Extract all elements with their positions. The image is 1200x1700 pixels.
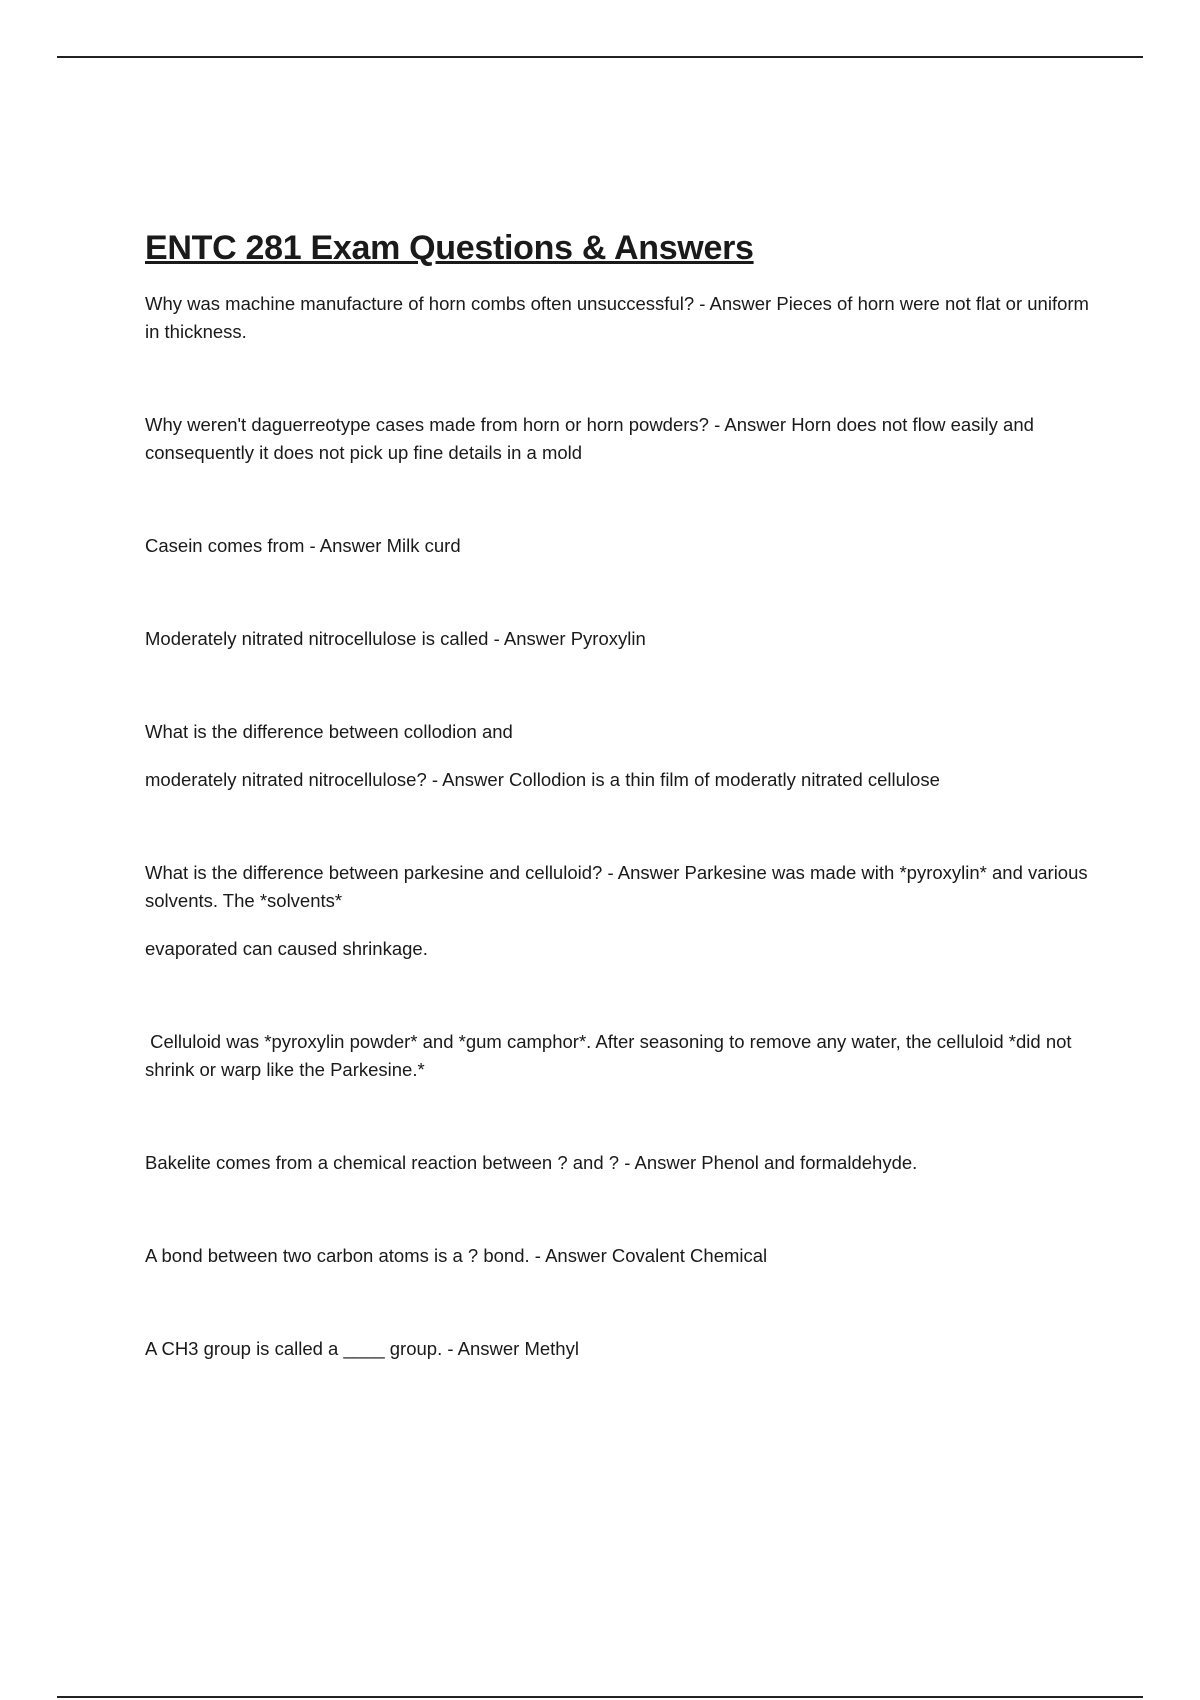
document-title: ENTC 281 Exam Questions & Answers [145, 229, 754, 267]
top-rule [57, 56, 1143, 58]
qa-carbon-bond: A bond between two carbon atoms is a ? bond. - Answer Covalent Chemical [145, 1245, 768, 1266]
qa-bakelite: Bakelite comes from a chemical reaction between ? and ? - Answer Phenol and formaldehyde. [145, 1152, 918, 1173]
qa-parkesine-continued: evaporated can caused shrinkage. [145, 938, 428, 959]
qa-horn-combs: Why was machine manufacture of horn combs often unsuccessful? - Answer Pieces of horn were not flat or uniform in thickness. [145, 293, 1095, 342]
qa-parkesine-question: What is the difference between parkesine and celluloid? - Answer Parkesine was made with *pyroxylin* and various solvents. The *solvents* [145, 862, 1093, 911]
qa-collodion-answer: moderately nitrated nitrocellulose? - Answer Collodion is a thin film of moderatly nitrated cellulose [145, 769, 940, 790]
qa-casein: Casein comes from - Answer Milk curd [145, 535, 461, 556]
qa-methyl-group: A CH3 group is called a ____ group. - Answer Methyl [145, 1338, 579, 1359]
qa-daguerreotype-cases: Why weren't daguerreotype cases made from horn or horn powders? - Answer Horn does not flow easily and consequently it does not pick up fine details in a mold [145, 414, 1040, 463]
qa-celluloid: Celluloid was *pyroxylin powder* and *gum camphor*. After seasoning to remove any water, the celluloid *did not shrink or warp like the Parkesine.* [145, 1031, 1077, 1080]
qa-collodion-question: What is the difference between collodion and [145, 721, 513, 742]
qa-pyroxylin: Moderately nitrated nitrocellulose is called - Answer Pyroxylin [145, 628, 646, 649]
bottom-rule [57, 1696, 1143, 1698]
document-body [145, 226, 1095, 1428]
